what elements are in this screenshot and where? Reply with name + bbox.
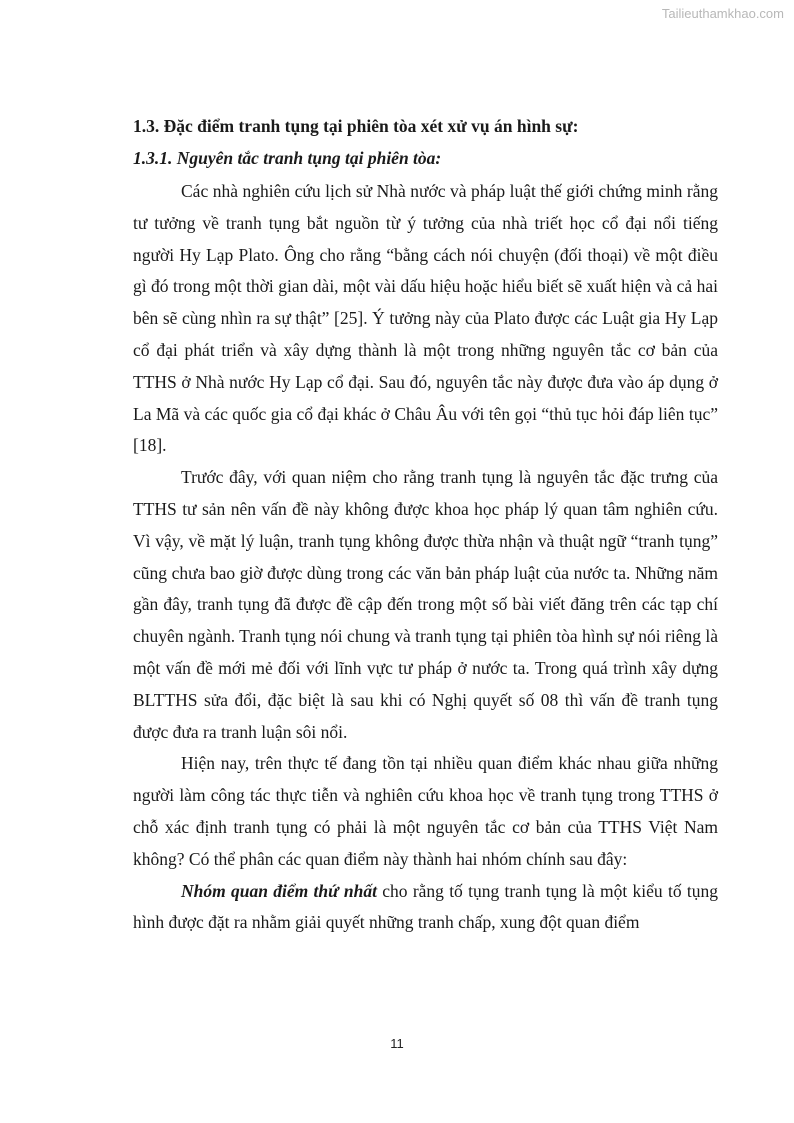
section-heading: 1.3. Đặc điểm tranh tụng tại phiên tòa xét xử vụ án hình sự: (133, 116, 579, 136)
paragraph-3: Hiện nay, trên thực tế đang tồn tại nhiều quan điểm khác nhau giữa những người làm công tác thực tiễn và nghiên cứu khoa học về tranh tụng trong TTHS ở chỗ xác định tranh tụng có phải là một nguyên tắc cơ bản của TTHS Việt Nam không? Có thể phân các quan điểm này thành hai nhóm chính sau đây: (133, 753, 718, 869)
document-body (133, 110, 718, 939)
page-number: 11 (390, 1036, 404, 1051)
paragraph-1: Các nhà nghiên cứu lịch sử Nhà nước và pháp luật thế giới chứng minh rằng tư tưởng về tranh tụng bắt nguồn từ ý tưởng của nhà triết học cổ đại nổi tiếng người Hy Lạp Plato. Ông cho rằng “bằng cách nói chuyện (đối thoại) về một điều gì đó trong một thời gian dài, một vài dấu hiệu hoặc hiểu biết sẽ xuất hiện và cả hai bên sẽ cùng nhìn ra sự thật” [25]. Ý tưởng này của Plato được các Luật gia Hy Lạp cổ đại phát triển và xây dựng thành là một trong những nguyên tắc cơ bản của TTHS ở Nhà nước Hy Lạp cổ đại. Sau đó, nguyên tắc này được đưa vào áp dụng ở La Mã và các quốc gia cổ đại khác ở Châu Âu với tên gọi “thủ tục hỏi đáp liên tục” [18]. (133, 181, 718, 456)
subsection-heading: 1.3.1. Nguyên tắc tranh tụng tại phiên tòa: (133, 148, 442, 168)
emphasis-text: Nhóm quan điểm thứ nhất (181, 880, 377, 901)
watermark: Tailieuthamkhao.com (661, 6, 784, 21)
paragraph-4-text: cho rằng tố tụng tranh tụng là một kiểu tố tụng hình được đặt ra nhằm giải quyết những tranh chấp, xung đột quan điểm (133, 880, 718, 933)
paragraph-2: Trước đây, với quan niệm cho rằng tranh tụng là nguyên tắc đặc trưng của TTHS tư sản nên vấn đề này không được khoa học pháp lý quan tâm nghiên cứu. Vì vậy, về mặt lý luận, tranh tụng không được thừa nhận và thuật ngữ “tranh tụng” cũng chưa bao giờ được dùng trong các văn bản pháp luật của nước ta. Những năm gần đây, tranh tụng đã được đề cập đến trong một số bài viết đăng trên các tạp chí chuyên ngành. Tranh tụng nói chung và tranh tụng tại phiên tòa hình sự nói riêng là một vấn đề mới mẻ đối với lĩnh vực tư pháp ở nước ta. Trong quá trình xây dựng BLTTHS sửa đổi, đặc biệt là sau khi có Nghị quyết số 08 thì vấn đề tranh tụng được đưa ra tranh luận sôi nổi. (133, 467, 718, 742)
paragraph-4 (133, 876, 718, 940)
